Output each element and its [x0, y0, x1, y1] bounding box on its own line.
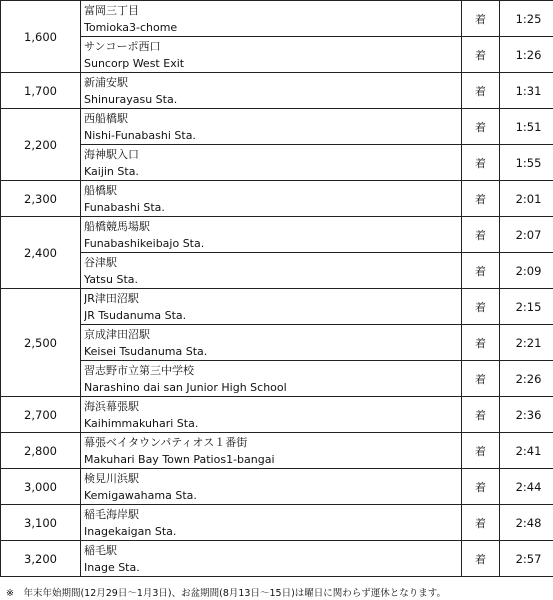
stop-name-japanese: 稲毛海岸駅	[84, 507, 139, 521]
arrival-mark: 着	[462, 1, 500, 37]
arrival-time: 1:31	[500, 73, 553, 109]
stop-cell	[81, 145, 462, 181]
arrival-mark: 着	[462, 181, 500, 217]
fare-cell: 3,200	[1, 541, 81, 577]
stop-cell	[81, 505, 462, 541]
stop-name-japanese: 幕張ベイタウンパティオス１番街	[84, 435, 248, 449]
table-row	[1, 469, 553, 505]
stop-cell	[81, 433, 462, 469]
table-row	[1, 37, 553, 73]
table-row	[1, 289, 553, 325]
stop-name-english: Kemigawahama Sta.	[84, 488, 197, 502]
fare-cell: 2,700	[1, 397, 81, 433]
arrival-time: 2:21	[500, 325, 553, 361]
arrival-time: 2:48	[500, 505, 553, 541]
table-row	[1, 1, 553, 37]
stop-name-english: Nishi-Funabashi Sta.	[84, 128, 196, 142]
fare-cell: 2,200	[1, 109, 81, 181]
stop-name-english: JR Tsudanuma Sta.	[84, 308, 187, 322]
fare-cell: 3,000	[1, 469, 81, 505]
stop-name-english: Suncorp West Exit	[84, 56, 185, 70]
stop-name-japanese: 京成津田沼駅	[84, 327, 150, 341]
stop-name-english: Kaihimmakuhari Sta.	[84, 416, 199, 430]
table-row	[1, 253, 553, 289]
stop-cell	[81, 73, 462, 109]
arrival-time: 1:26	[500, 37, 553, 73]
stop-name-japanese: 新浦安駅	[84, 75, 128, 89]
fare-cell: 2,800	[1, 433, 81, 469]
arrival-time: 1:25	[500, 1, 553, 37]
stop-name-japanese: 船橋駅	[84, 183, 117, 197]
arrival-mark: 着	[462, 505, 500, 541]
arrival-mark: 着	[462, 217, 500, 253]
fare-cell: 1,700	[1, 73, 81, 109]
arrival-mark: 着	[462, 469, 500, 505]
arrival-time: 2:44	[500, 469, 553, 505]
arrival-mark: 着	[462, 73, 500, 109]
stop-name-english: Keisei Tsudanuma Sta.	[84, 344, 208, 358]
stop-name-english: Inagekaigan Sta.	[84, 524, 177, 538]
arrival-mark: 着	[462, 397, 500, 433]
stop-name-english: Funabashikeibajo Sta.	[84, 236, 205, 250]
arrival-time: 2:57	[500, 541, 553, 577]
stop-name-english: Kaijin Sta.	[84, 164, 139, 178]
table-row	[1, 73, 553, 109]
table-row	[1, 361, 553, 397]
fare-cell: 3,100	[1, 505, 81, 541]
fare-cell: 2,400	[1, 217, 81, 289]
stop-cell	[81, 37, 462, 73]
footnote: ※ 年末年始期間(12月29日〜1月3日)、お盆期間(8月13日〜15日)は曜日に関わらず運休となります。	[6, 588, 447, 599]
stop-name-japanese: 海浜幕張駅	[84, 399, 139, 413]
stop-cell	[81, 109, 462, 145]
stop-name-english: Shinurayasu Sta.	[84, 92, 178, 106]
stop-cell	[81, 325, 462, 361]
stop-name-japanese: サンコーポ西口	[84, 39, 161, 53]
arrival-time: 2:09	[500, 253, 553, 289]
table-row	[1, 181, 553, 217]
stop-cell	[81, 289, 462, 325]
stop-name-japanese: JR津田沼駅	[84, 291, 139, 305]
stop-name-japanese: 稲毛駅	[84, 543, 117, 557]
arrival-time: 2:36	[500, 397, 553, 433]
stop-name-japanese: 谷津駅	[84, 255, 117, 269]
fare-cell: 1,600	[1, 1, 81, 73]
stop-name-japanese: 富岡三丁目	[84, 3, 139, 17]
stop-name-japanese: 検見川浜駅	[84, 471, 139, 485]
table-row	[1, 433, 553, 469]
stop-name-english: Narashino dai san Junior High School	[84, 380, 287, 394]
table-row	[1, 145, 553, 181]
stop-name-english: Funabashi Sta.	[84, 200, 165, 214]
table-row	[1, 397, 553, 433]
stop-cell	[81, 181, 462, 217]
arrival-mark: 着	[462, 109, 500, 145]
stop-cell	[81, 1, 462, 37]
arrival-mark: 着	[462, 325, 500, 361]
stop-cell	[81, 253, 462, 289]
stop-name-japanese: 海神駅入口	[84, 147, 139, 161]
stop-cell	[81, 541, 462, 577]
arrival-mark: 着	[462, 253, 500, 289]
stop-cell	[81, 469, 462, 505]
arrival-mark: 着	[462, 433, 500, 469]
arrival-time: 2:15	[500, 289, 553, 325]
stop-name-english: Tomioka3-chome	[84, 20, 178, 34]
arrival-mark: 着	[462, 37, 500, 73]
stop-name-japanese: 習志野市立第三中学校	[84, 363, 194, 377]
arrival-time: 1:51	[500, 109, 553, 145]
stop-name-japanese: 西船橋駅	[84, 111, 128, 125]
table-row	[1, 217, 553, 253]
table-row	[1, 505, 553, 541]
stop-name-english: Makuhari Bay Town Patios1-bangai	[84, 452, 275, 466]
arrival-time: 2:01	[500, 181, 553, 217]
stop-cell	[81, 217, 462, 253]
stop-name-english: Yatsu Sta.	[84, 272, 138, 286]
table-row	[1, 541, 553, 577]
arrival-mark: 着	[462, 361, 500, 397]
arrival-time: 2:41	[500, 433, 553, 469]
arrival-mark: 着	[462, 145, 500, 181]
fare-cell: 2,500	[1, 289, 81, 397]
arrival-time: 1:55	[500, 145, 553, 181]
table-row	[1, 109, 553, 145]
stop-cell	[81, 361, 462, 397]
stop-name-japanese: 船橋競馬場駅	[84, 219, 150, 233]
fare-cell: 2,300	[1, 181, 81, 217]
stop-cell	[81, 397, 462, 433]
arrival-mark: 着	[462, 289, 500, 325]
stop-name-english: Inage Sta.	[84, 560, 140, 574]
arrival-time: 2:07	[500, 217, 553, 253]
table-row	[1, 325, 553, 361]
arrival-mark: 着	[462, 541, 500, 577]
arrival-time: 2:26	[500, 361, 553, 397]
